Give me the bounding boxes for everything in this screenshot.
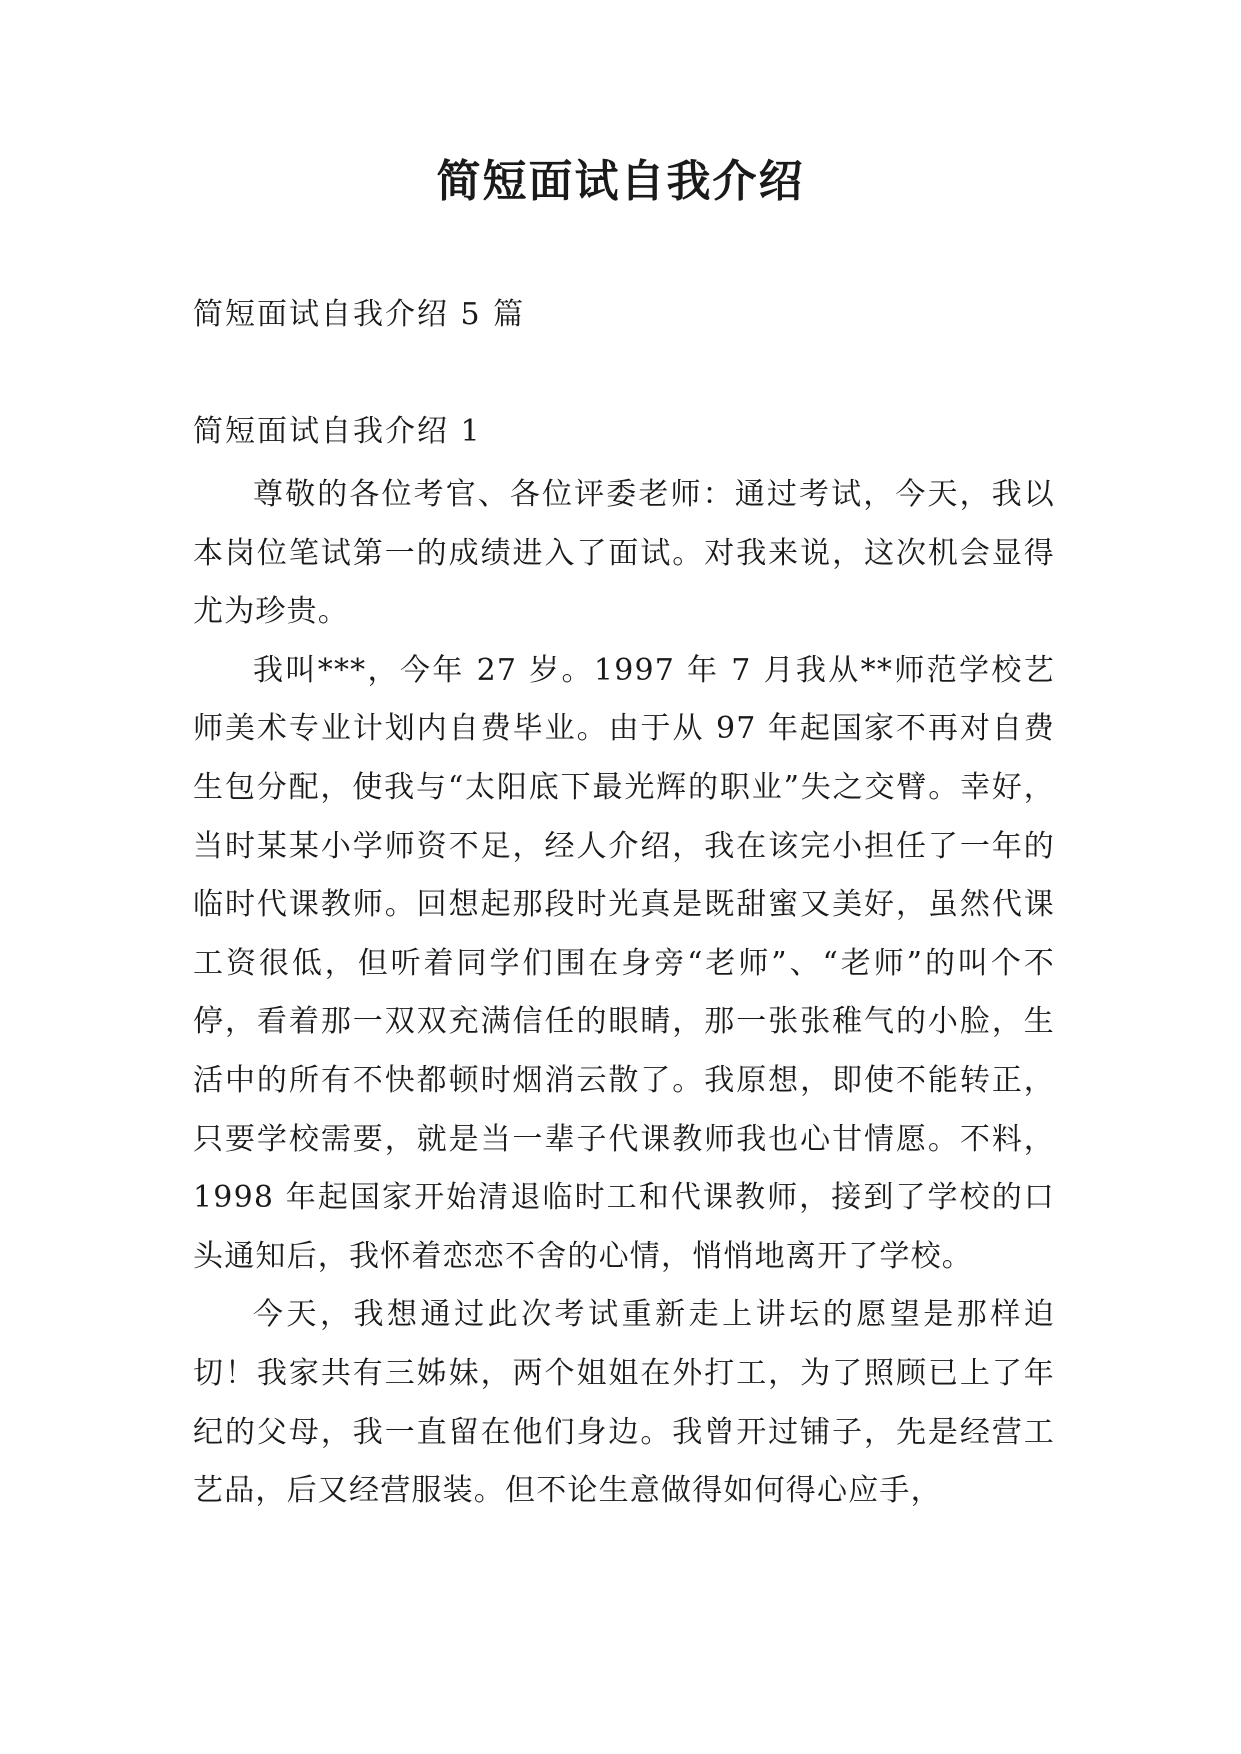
section-heading: 简短面试自我介绍 1 [193, 414, 482, 449]
document-subtitle: 简短面试自我介绍 5 篇 [193, 297, 526, 332]
document-body [193, 466, 1055, 1521]
paragraph-2: 我叫***，今年 27 岁。1997 年 7 月我从**师范学校艺师美术专业计划内自费毕业。由于从 97 年起国家不再对自费生包分配，使我与“太阳底下最光辉的职业”失之交臂。幸好，当时某某小学师资不足，经人介绍，我在该完小担任了一年的临时代课教师。回想起那段时光真是既甜蜜又美好，虽然代课工资很低，但听着同学们围在身旁“老师”、“老师”的叫个不停，看着那一双双充满信任的眼睛，那一张张稚气的小脸，生活中的所有不快都顿时烟消云散了。我原想，即使不能转正，只要学校需要，就是当一辈子代课教师我也心甘情愿。不料，1998 年起国家开始清退临时工和代课教师，接到了学校的口头通知后，我怀着恋恋不舍的心情，悄悄地离开了学校。 [193, 652, 1055, 1274]
paragraph-1: 尊敬的各位考官、各位评委老师：通过考试，今天，我以本岗位笔试第一的成绩进入了面试。对我来说，这次机会显得尤为珍贵。 [193, 477, 1055, 630]
paragraph-3: 今天，我想通过此次考试重新走上讲坛的愿望是那样迫切！我家共有三姊妹，两个姐姐在外打工，为了照顾已上了年纪的父母，我一直留在他们身边。我曾开过铺子，先是经营工艺品，后又经营服装。但不论生意做得如何得心应手， [193, 1297, 1055, 1509]
document-title: 简短面试自我介绍 [436, 156, 805, 207]
